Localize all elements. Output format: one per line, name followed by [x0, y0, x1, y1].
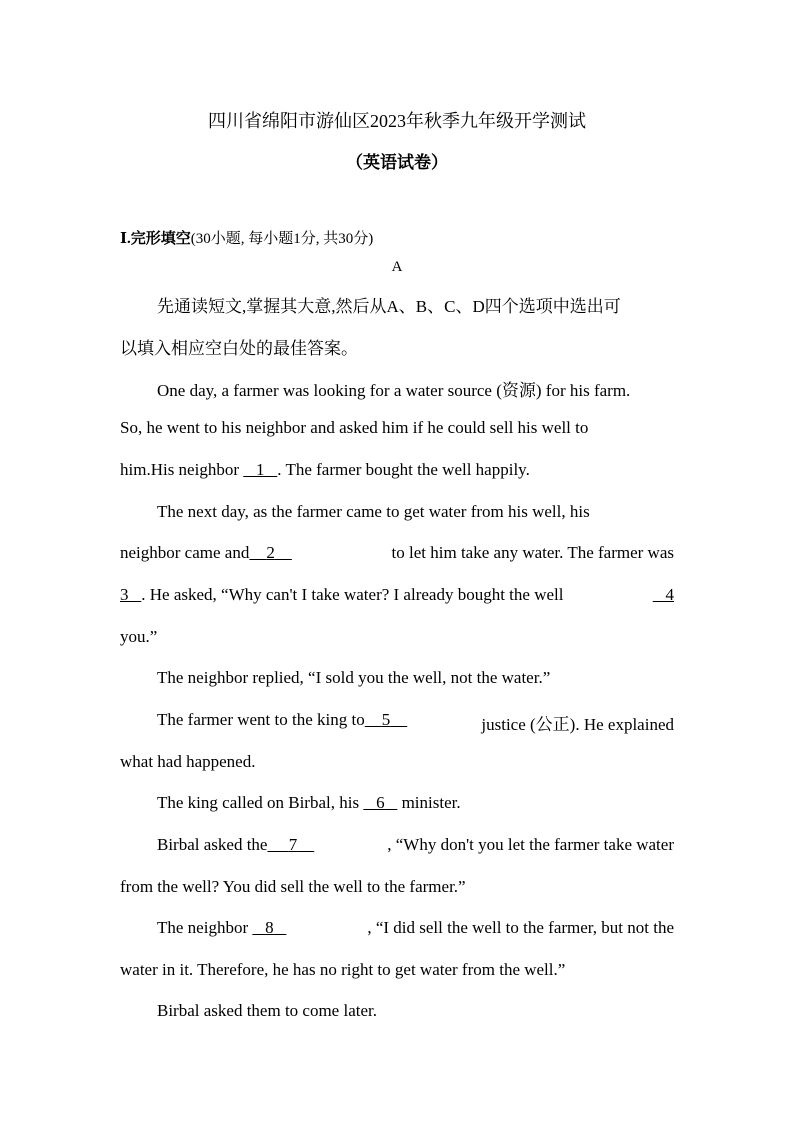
instruction-line-2: 以填入相应空白处的最佳答案。	[120, 339, 358, 358]
blank-5: 5	[381, 710, 391, 729]
passage-line: 3 . He asked, “Why can't I take water? I already bought the well 4	[120, 585, 674, 604]
blank-2: 2	[266, 543, 275, 562]
page-title: 四川省绵阳市游仙区2023年秋季九年级开学测试	[208, 111, 586, 131]
page-subtitle: （英语试卷）	[346, 153, 448, 172]
passage-line: what had happened.	[120, 752, 256, 771]
passage-line: One day, a farmer was looking for a water source (资源) for his farm.	[157, 381, 631, 400]
passage-line: So, he went to his neighbor and asked him if he could sell his well to	[120, 418, 589, 437]
passage-line: The neighbor 8 , “I did sell the well to the farmer, but not the	[157, 918, 674, 937]
passage-line: Birbal asked them to come later.	[157, 1001, 377, 1020]
blank-6: 6	[376, 793, 385, 812]
passage-line: The farmer went to the king to 5 justice (公正). He explained	[157, 710, 674, 734]
part-letter: A	[391, 259, 403, 275]
blank-8: 8	[265, 918, 274, 937]
blank-7: 7	[288, 835, 298, 854]
passage-line: The next day, as the farmer came to get water from his well, his	[157, 502, 590, 521]
section-heading	[120, 227, 373, 248]
passage-line: him.His neighbor 1 . The farmer bought the well happily.	[120, 460, 530, 479]
passage-line: from the well? You did sell the well to the farmer.”	[120, 877, 466, 896]
blank-4: 4	[665, 585, 674, 604]
instruction-line-1: 先通读短文,掌握其大意,然后从A、B、C、D四个选项中选出可	[157, 297, 621, 316]
blank-1: 1	[256, 460, 265, 479]
section-title: Ⅰ.完形填空	[120, 231, 191, 247]
passage-line: water in it. Therefore, he has no right to get water from the well.”	[120, 960, 566, 979]
passage-line: neighbor came and 2 to let him take any water. The farmer was	[120, 543, 674, 562]
passage-line: The king called on Birbal, his 6 minister.	[157, 793, 461, 812]
blank-3: 3	[120, 585, 129, 604]
passage-line: you.”	[120, 627, 158, 646]
section-note: (30小题, 每小题1分, 共30分)	[190, 231, 374, 247]
passage-line: The neighbor replied, “I sold you the well, not the water.”	[157, 668, 551, 687]
passage-line: Birbal asked the 7 , “Why don't you let the farmer take water	[157, 835, 674, 854]
